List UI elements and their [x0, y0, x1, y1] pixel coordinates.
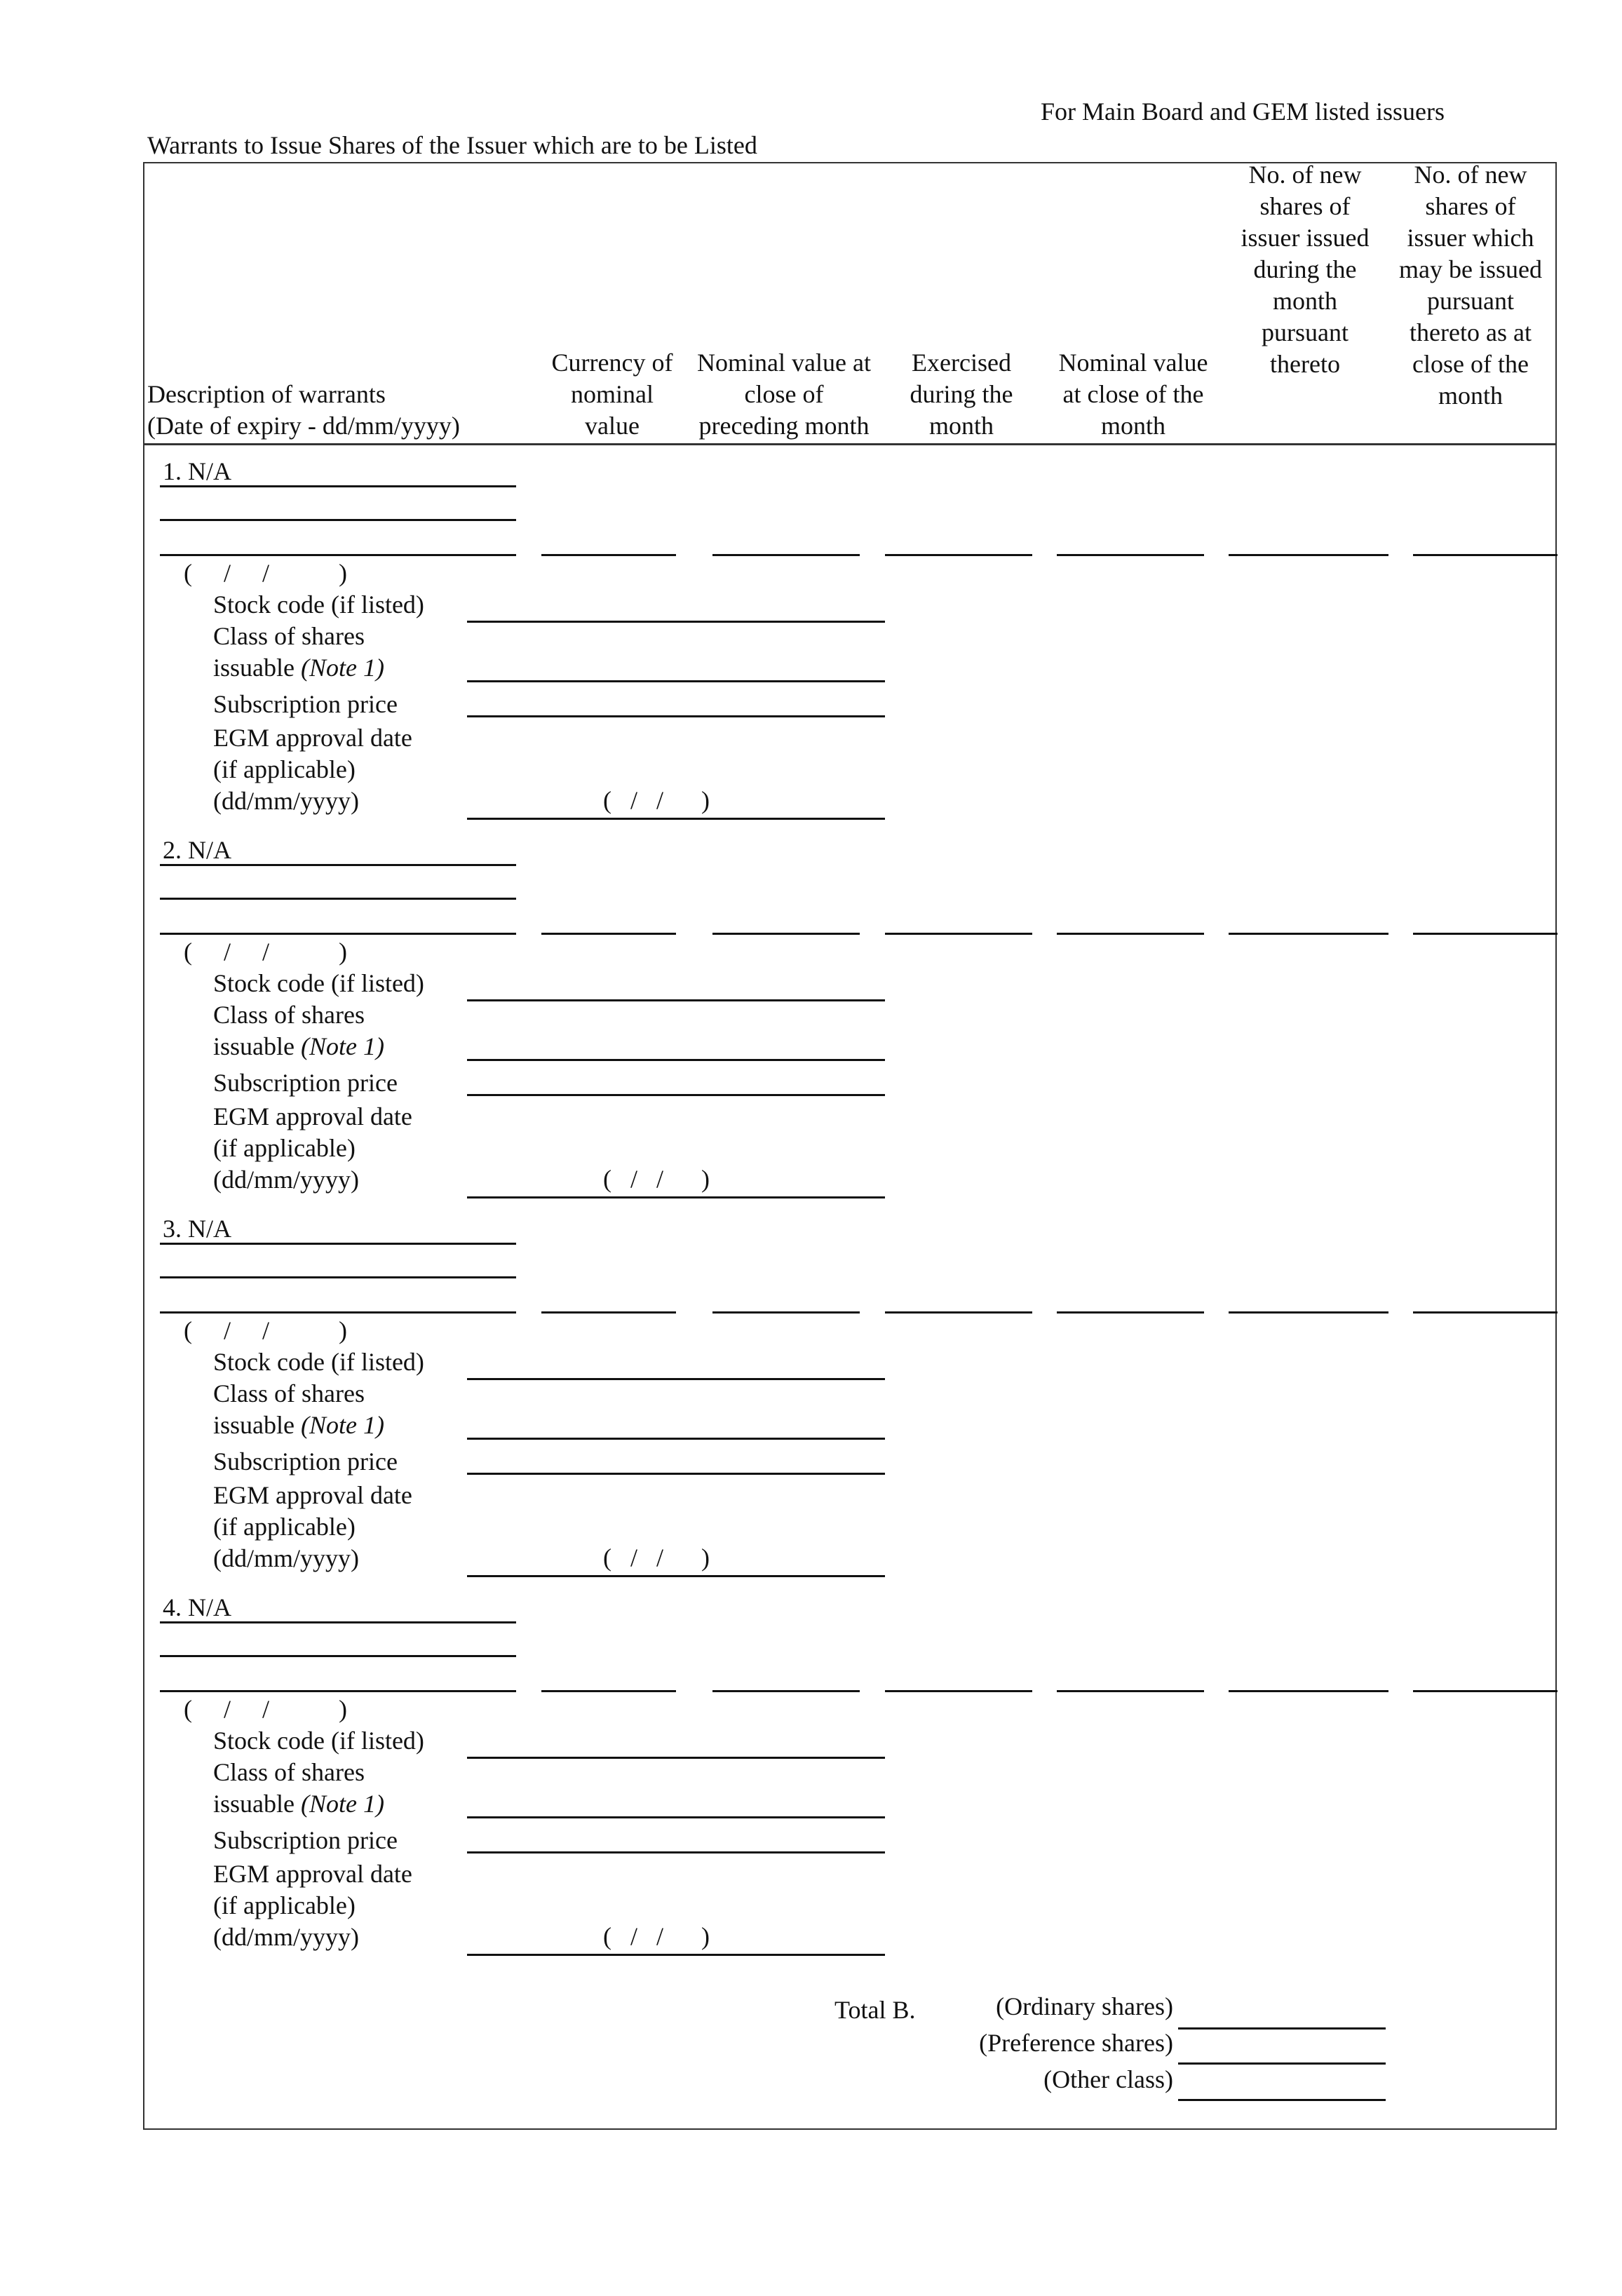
- subscription-price-label: Subscription price: [213, 1826, 398, 1854]
- egm-date-label-1: EGM approval date: [213, 1102, 412, 1130]
- egm-date-label-2: (if applicable): [213, 1513, 356, 1541]
- description-line-3[interactable]: [160, 1311, 516, 1314]
- description-line-1[interactable]: [160, 1243, 516, 1245]
- egm-date-label-2: (if applicable): [213, 1134, 356, 1162]
- note-1-reference: (Note 1): [300, 654, 384, 682]
- total-preference-label: (Preference shares): [979, 2029, 1173, 2057]
- exercised-field[interactable]: [885, 1311, 1032, 1314]
- currency-field[interactable]: [541, 1690, 676, 1692]
- total-ordinary-field[interactable]: [1178, 2027, 1386, 2030]
- class-of-shares-field[interactable]: [467, 680, 885, 682]
- egm-date-label-3: (dd/mm/yyyy): [213, 1166, 359, 1194]
- header-exercised: Exercised during the month: [910, 349, 1013, 440]
- description-line-2[interactable]: [160, 1276, 516, 1278]
- class-of-shares-field[interactable]: [467, 1816, 885, 1818]
- header-currency: Currency of nominal value: [551, 349, 673, 440]
- stock-code-field[interactable]: [467, 621, 885, 623]
- subscription-price-label: Subscription price: [213, 1069, 398, 1097]
- nominal-previous-field[interactable]: [712, 554, 860, 556]
- class-of-shares-label-2: issuable (Note 1): [213, 1790, 384, 1818]
- egm-date-label-3: (dd/mm/yyyy): [213, 1544, 359, 1572]
- warrant-label: 3. N/A: [163, 1215, 231, 1243]
- description-line-3[interactable]: [160, 933, 516, 935]
- description-line-2[interactable]: [160, 898, 516, 900]
- egm-date-label-2: (if applicable): [213, 755, 356, 783]
- total-preference-field[interactable]: [1178, 2062, 1386, 2065]
- subscription-price-field[interactable]: [467, 1094, 885, 1096]
- egm-date-label-1: EGM approval date: [213, 724, 412, 752]
- nominal-previous-field[interactable]: [712, 933, 860, 935]
- note-1-reference: (Note 1): [300, 1032, 384, 1060]
- header-description: Description of warrants (Date of expiry - dd/mm/yyyy): [147, 380, 460, 440]
- header-nominal-previous: Nominal value at close of preceding month: [697, 349, 871, 440]
- header-shares-issued: No. of new shares of issuer issued during the month pursuant thereto: [1241, 161, 1370, 378]
- warrant-entry: [0, 1592, 1622, 1971]
- shares-may-be-issued-field[interactable]: [1413, 933, 1557, 935]
- exercised-field[interactable]: [885, 554, 1032, 556]
- total-b-label: Total B.: [834, 1996, 916, 2024]
- stock-code-label: Stock code (if listed): [213, 969, 424, 997]
- expiry-date-field[interactable]: ( / / ): [184, 1695, 347, 1723]
- warrant-entry: [0, 456, 1622, 835]
- class-of-shares-label: Class of shares: [213, 1001, 365, 1029]
- stock-code-label: Stock code (if listed): [213, 1727, 424, 1755]
- note-1-reference: (Note 1): [300, 1790, 384, 1818]
- stock-code-label: Stock code (if listed): [213, 1348, 424, 1376]
- egm-date-line[interactable]: [467, 1196, 885, 1198]
- description-line-3[interactable]: [160, 554, 516, 556]
- class-of-shares-label: Class of shares: [213, 1379, 365, 1407]
- shares-may-be-issued-field[interactable]: [1413, 1311, 1557, 1314]
- egm-date-label-1: EGM approval date: [213, 1860, 412, 1888]
- egm-date-field[interactable]: ( / / ): [603, 1922, 710, 1950]
- nominal-previous-field[interactable]: [712, 1690, 860, 1692]
- warrant-entry: [0, 835, 1622, 1213]
- warrant-label: 2. N/A: [163, 836, 231, 864]
- egm-date-label-3: (dd/mm/yyyy): [213, 787, 359, 815]
- stock-code-field[interactable]: [467, 999, 885, 1001]
- shares-may-be-issued-field[interactable]: [1413, 554, 1557, 556]
- expiry-date-field[interactable]: ( / / ): [184, 559, 347, 587]
- header-shares-may-be-issued: No. of new shares of issuer which may be issued pursuant thereto as at close of the month: [1399, 161, 1542, 410]
- subscription-price-label: Subscription price: [213, 690, 398, 718]
- egm-date-field[interactable]: ( / / ): [603, 786, 710, 814]
- nominal-close-field[interactable]: [1057, 554, 1204, 556]
- egm-date-line[interactable]: [467, 1954, 885, 1956]
- issuer-scope-note: For Main Board and GEM listed issuers: [1041, 97, 1445, 126]
- description-line-2[interactable]: [160, 519, 516, 521]
- description-line-1[interactable]: [160, 864, 516, 866]
- nominal-close-field[interactable]: [1057, 1311, 1204, 1314]
- subscription-price-field[interactable]: [467, 1473, 885, 1475]
- subscription-price-field[interactable]: [467, 715, 885, 717]
- shares-may-be-issued-field[interactable]: [1413, 1690, 1557, 1692]
- section-title: Warrants to Issue Shares of the Issuer which are to be Listed: [147, 131, 757, 159]
- warrant-label: 1. N/A: [163, 457, 231, 485]
- warrant-entry: [0, 1213, 1622, 1592]
- exercised-field[interactable]: [885, 933, 1032, 935]
- stock-code-label: Stock code (if listed): [213, 590, 424, 619]
- stock-code-field[interactable]: [467, 1757, 885, 1759]
- class-of-shares-label: Class of shares: [213, 1758, 365, 1786]
- total-other-field[interactable]: [1178, 2099, 1386, 2101]
- description-line-3[interactable]: [160, 1690, 516, 1692]
- currency-field[interactable]: [541, 933, 676, 935]
- subscription-price-label: Subscription price: [213, 1447, 398, 1475]
- shares-issued-field[interactable]: [1229, 554, 1388, 556]
- egm-date-field[interactable]: ( / / ): [603, 1544, 710, 1572]
- description-line-1[interactable]: [160, 1621, 516, 1623]
- note-1-reference: (Note 1): [300, 1411, 384, 1439]
- class-of-shares-label: Class of shares: [213, 622, 365, 650]
- class-of-shares-label-2: issuable (Note 1): [213, 1411, 384, 1439]
- exercised-field[interactable]: [885, 1690, 1032, 1692]
- subscription-price-field[interactable]: [467, 1851, 885, 1853]
- currency-field[interactable]: [541, 1311, 676, 1314]
- class-of-shares-field[interactable]: [467, 1438, 885, 1440]
- expiry-date-field[interactable]: ( / / ): [184, 1316, 347, 1344]
- class-of-shares-field[interactable]: [467, 1059, 885, 1061]
- shares-issued-field[interactable]: [1229, 1311, 1388, 1314]
- class-of-shares-label-2: issuable (Note 1): [213, 654, 384, 682]
- egm-date-line[interactable]: [467, 818, 885, 820]
- total-ordinary-label: (Ordinary shares): [996, 1992, 1173, 2020]
- shares-issued-field[interactable]: [1229, 933, 1388, 935]
- total-other-label: (Other class): [1043, 2065, 1173, 2093]
- currency-field[interactable]: [541, 554, 676, 556]
- egm-date-label-2: (if applicable): [213, 1891, 356, 1919]
- egm-date-line[interactable]: [467, 1575, 885, 1577]
- description-line-2[interactable]: [160, 1655, 516, 1657]
- nominal-previous-field[interactable]: [712, 1311, 860, 1314]
- shares-issued-field[interactable]: [1229, 1690, 1388, 1692]
- nominal-close-field[interactable]: [1057, 933, 1204, 935]
- warrant-label: 4. N/A: [163, 1593, 231, 1621]
- class-of-shares-label-2: issuable (Note 1): [213, 1032, 384, 1060]
- egm-date-label-1: EGM approval date: [213, 1481, 412, 1509]
- description-line-1[interactable]: [160, 485, 516, 487]
- expiry-date-field[interactable]: ( / / ): [184, 938, 347, 966]
- stock-code-field[interactable]: [467, 1378, 885, 1380]
- egm-date-field[interactable]: ( / / ): [603, 1165, 710, 1193]
- header-nominal-close: Nominal value at close of the month: [1058, 349, 1208, 440]
- egm-date-label-3: (dd/mm/yyyy): [213, 1923, 359, 1951]
- nominal-close-field[interactable]: [1057, 1690, 1204, 1692]
- header-divider: [143, 443, 1557, 445]
